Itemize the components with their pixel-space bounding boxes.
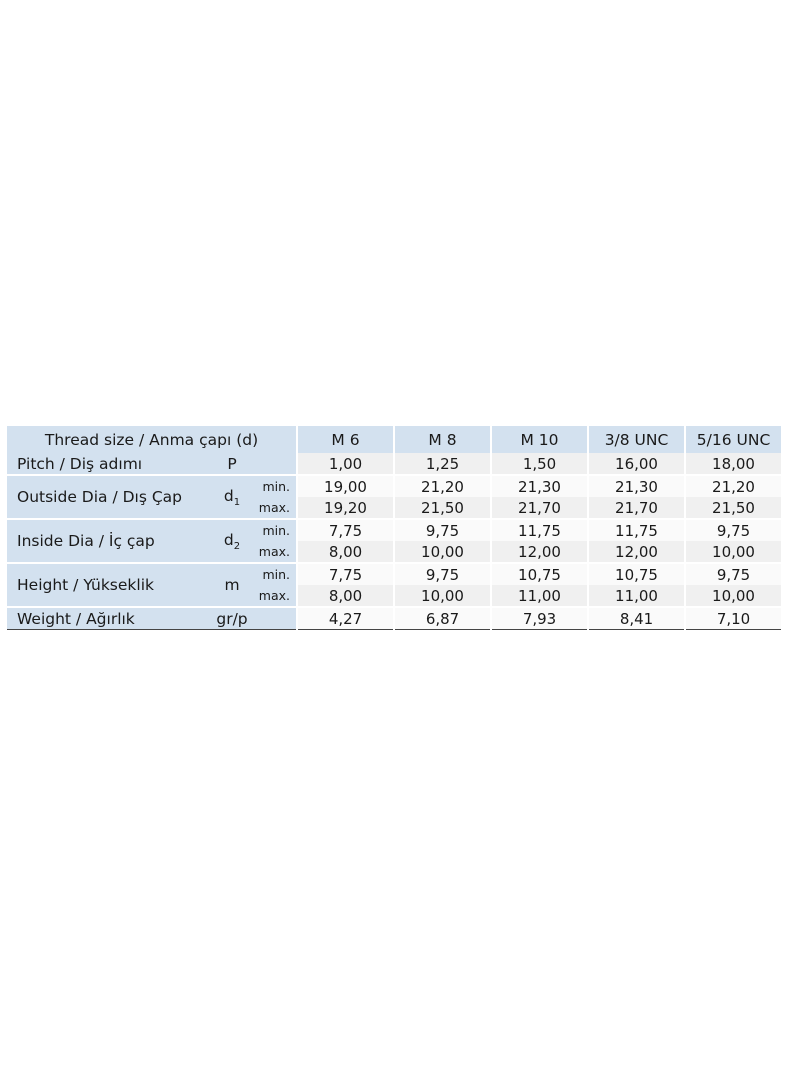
- table-cell: 11,00: [491, 585, 588, 607]
- min-label: min.: [257, 475, 297, 497]
- table-row-pitch: [7, 453, 781, 475]
- min-label: min.: [257, 563, 297, 585]
- table-cell: 18,00: [685, 453, 781, 475]
- table-cell: 7,75: [297, 563, 394, 585]
- row-symbol: gr/p: [207, 607, 257, 630]
- column-header: 5/16 UNC: [685, 426, 781, 453]
- table-cell: 9,75: [685, 563, 781, 585]
- table-row-inside-min: [7, 519, 781, 541]
- table-cell: 1,00: [297, 453, 394, 475]
- table-cell: 4,27: [297, 607, 394, 630]
- table-cell: 6,87: [394, 607, 491, 630]
- row-symbol: P: [207, 453, 257, 475]
- table-cell: 21,20: [685, 475, 781, 497]
- table-row-weight: [7, 607, 781, 630]
- table-cell: 10,00: [685, 585, 781, 607]
- table-row-outside-min: [7, 475, 781, 497]
- header-title: Thread size / Anma çapı (d): [7, 426, 297, 453]
- table-cell: 7,75: [297, 519, 394, 541]
- row-label: Weight / Ağırlık: [7, 607, 207, 630]
- table-cell: 8,00: [297, 541, 394, 563]
- thread-spec-table: [7, 426, 781, 630]
- table-cell: 10,75: [588, 563, 685, 585]
- table-cell: 19,20: [297, 497, 394, 519]
- table-cell: 11,75: [491, 519, 588, 541]
- max-label: max.: [257, 585, 297, 607]
- table-cell: 21,70: [491, 497, 588, 519]
- table-cell: 10,75: [491, 563, 588, 585]
- table-cell: 10,00: [685, 541, 781, 563]
- table-cell: 10,00: [394, 585, 491, 607]
- table-cell: 11,00: [588, 585, 685, 607]
- column-header: 3/8 UNC: [588, 426, 685, 453]
- table-cell: 9,75: [685, 519, 781, 541]
- table-cell: 8,00: [297, 585, 394, 607]
- table-cell: 12,00: [588, 541, 685, 563]
- table-cell: 1,50: [491, 453, 588, 475]
- table-cell: 9,75: [394, 519, 491, 541]
- table-cell: 21,70: [588, 497, 685, 519]
- column-header: M 10: [491, 426, 588, 453]
- table-cell: 8,41: [588, 607, 685, 630]
- column-header: M 6: [297, 426, 394, 453]
- table-cell: 21,50: [685, 497, 781, 519]
- table-cell: 21,50: [394, 497, 491, 519]
- table-cell: 16,00: [588, 453, 685, 475]
- row-symbol: $d_1$: [207, 475, 257, 519]
- row-label: Height / Yükseklik: [7, 563, 207, 607]
- table-header-row: [7, 426, 781, 453]
- table-cell: 11,75: [588, 519, 685, 541]
- table-cell: 10,00: [394, 541, 491, 563]
- row-label: Pitch / Diş adımı: [7, 453, 207, 475]
- table-cell: 12,00: [491, 541, 588, 563]
- column-header: M 8: [394, 426, 491, 453]
- max-label: max.: [257, 541, 297, 563]
- row-label: Outside Dia / Dış Çap: [7, 475, 207, 519]
- table-cell: 1,25: [394, 453, 491, 475]
- table-row-height-min: [7, 563, 781, 585]
- table-cell: 19,00: [297, 475, 394, 497]
- table-cell: 7,10: [685, 607, 781, 630]
- max-label: max.: [257, 497, 297, 519]
- min-label: min.: [257, 519, 297, 541]
- spec-table-container: [7, 426, 781, 630]
- table-cell: 9,75: [394, 563, 491, 585]
- row-symbol: $d_2$: [207, 519, 257, 563]
- table-cell: 21,30: [588, 475, 685, 497]
- table-cell: 21,30: [491, 475, 588, 497]
- table-cell: 21,20: [394, 475, 491, 497]
- row-label: Inside Dia / İç çap: [7, 519, 207, 563]
- table-cell: 7,93: [491, 607, 588, 630]
- row-symbol: m: [207, 563, 257, 607]
